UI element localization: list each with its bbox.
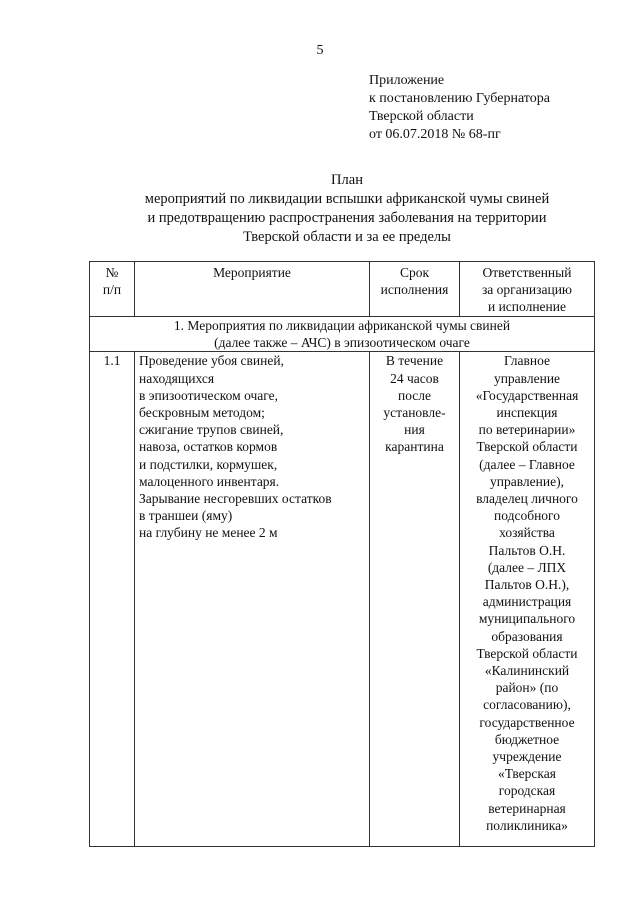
row-num: 1.1	[90, 352, 135, 847]
page-number: 5	[316, 43, 324, 58]
plan-table	[89, 261, 595, 847]
measure-line: в траншеи (яму)	[139, 508, 233, 524]
header-responsible-line: Ответственный	[482, 265, 572, 280]
table-header-row	[90, 262, 595, 317]
term-line: после	[397, 387, 432, 403]
header-num-line: п/п	[102, 282, 122, 298]
responsible-line: государственное	[479, 714, 575, 730]
header-responsible	[460, 262, 595, 317]
header-responsible-line: и исполнение	[487, 299, 566, 315]
responsible-line: инспекция	[496, 405, 558, 421]
responsible-line: район» (по	[495, 680, 559, 696]
responsible-line: поликлиника»	[486, 817, 568, 833]
title-line: и предотвращению распространения заболевания на территории	[147, 210, 547, 226]
responsible-line: ветеринарная	[488, 800, 566, 816]
section-line: (далее также – АЧС) в эпизоотическом очаге	[214, 335, 470, 351]
section-line: 1. Мероприятия по ликвидации африканской чумы свиней	[173, 318, 511, 333]
title-line: мероприятий по ликвидации вспышки африканской чумы свиней	[144, 191, 550, 207]
measure-line: малоценного инвентаря.	[139, 473, 280, 489]
measure-line: навоза, остатков кормов	[139, 439, 278, 455]
responsible-line: образования	[491, 628, 563, 644]
appendix-line: к постановлению Губернатора	[369, 91, 550, 106]
title-line: Тверской области и за ее пределы	[243, 229, 451, 245]
responsible-line: хозяйства	[499, 525, 555, 541]
appendix-line: Приложение	[369, 73, 445, 88]
title-line: План	[331, 172, 363, 188]
responsible-line: «Тверская	[498, 766, 556, 782]
responsible-line: администрация	[482, 594, 572, 610]
responsible-line: Пальтов О.Н.),	[484, 577, 570, 593]
measure-line: сжигание трупов свиней,	[139, 422, 284, 438]
measure-line: и подстилки, кормушек,	[139, 456, 278, 472]
responsible-line: бюджетное	[494, 731, 560, 747]
header-num	[90, 262, 135, 317]
responsible-line: управление),	[490, 473, 564, 489]
responsible-line: Пальтов О.Н.	[488, 542, 566, 558]
responsible-line: Главное	[503, 353, 551, 369]
responsible-line: муниципального	[478, 611, 576, 627]
appendix-line: Тверской области	[369, 109, 474, 124]
term-line: установле-	[383, 405, 446, 421]
appendix-block	[369, 72, 550, 144]
responsible-line: Тверской области	[476, 439, 578, 455]
responsible-line: городская	[498, 783, 556, 799]
plan-title	[100, 171, 594, 247]
header-term-line: исполнения	[380, 282, 449, 298]
term-line: В течение	[385, 353, 444, 369]
term-line: 24 часов	[390, 370, 439, 386]
header-term	[370, 262, 460, 317]
row-term	[370, 352, 460, 847]
responsible-line: управление	[493, 370, 561, 386]
measure-line: на глубину не менее 2 м	[139, 525, 278, 541]
measure-line: в эпизоотическом очаге,	[139, 387, 278, 403]
responsible-line: «Государственная	[475, 387, 579, 403]
responsible-line: (далее – ЛПХ	[487, 559, 567, 575]
responsible-line: подсобного	[494, 508, 560, 524]
header-term-line: Срок	[399, 265, 430, 280]
term-line: ния	[404, 422, 425, 438]
row-measure	[135, 352, 370, 847]
header-measure-line: Мероприятие	[213, 265, 291, 280]
responsible-line: по ветеринарии»	[478, 422, 576, 438]
header-responsible-line: за организацию	[481, 282, 573, 298]
responsible-line: «Калининский	[484, 663, 570, 679]
measure-line: находящихся	[139, 370, 215, 386]
row-responsible	[460, 352, 595, 847]
measure-line: Проведение убоя свиней,	[139, 353, 284, 369]
measure-line: Зарывание несгоревших остатков	[139, 491, 332, 507]
measure-line: бескровным методом;	[139, 405, 265, 421]
header-num-line: №	[105, 265, 119, 280]
responsible-line: Тверской области	[476, 645, 578, 661]
responsible-line: учреждение	[492, 749, 562, 765]
section-row	[90, 317, 595, 352]
responsible-line: согласованию),	[483, 697, 571, 713]
table-row	[90, 352, 595, 847]
section-heading	[90, 317, 595, 352]
appendix-line: от 06.07.2018 № 68-пг	[369, 127, 501, 142]
responsible-line: (далее – Главное	[479, 456, 575, 472]
responsible-line: владелец личного	[476, 491, 578, 507]
term-line: карантина	[385, 439, 444, 455]
header-measure	[135, 262, 370, 317]
